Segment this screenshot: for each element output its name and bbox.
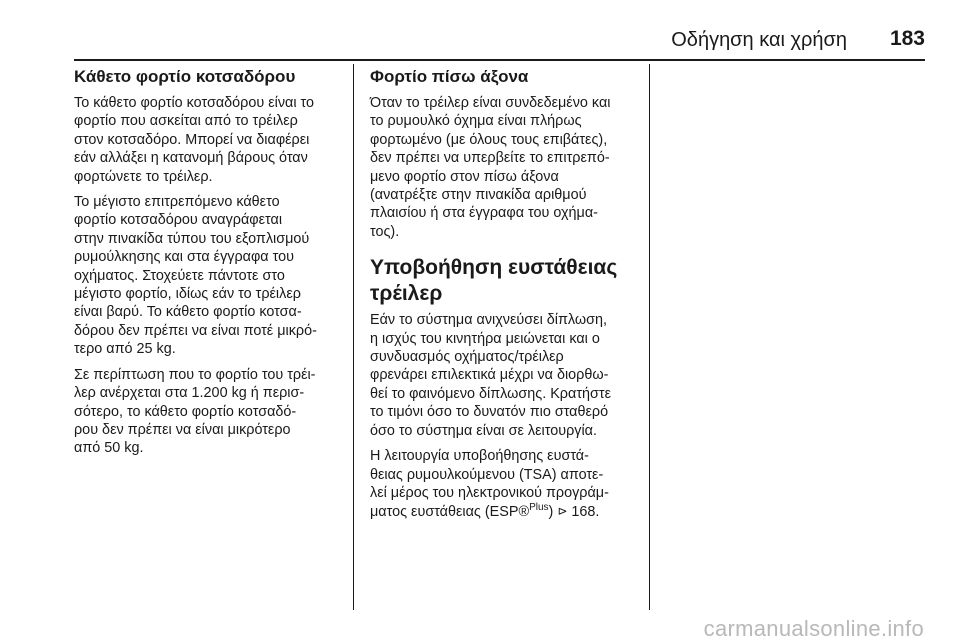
page-header xyxy=(74,24,925,62)
text-line: φορτώνετε το τρέιλερ. xyxy=(74,168,213,185)
header-rule xyxy=(74,59,925,61)
esp-plus-superscript: Plus xyxy=(529,502,549,514)
text-line: Όταν το τρέιλερ είναι συνδεδεμένο και xyxy=(370,95,611,111)
text-line: από 50 kg. xyxy=(74,440,144,457)
text-line: Η λειτουργία υποβοήθησης ευστά- xyxy=(370,448,589,465)
section-heading-trailer-stability-assist xyxy=(370,255,642,307)
text-line: λεί μέρος του ηλεκτρονικού προγράμ- xyxy=(370,484,609,501)
text-line: όσο το σύστημα είναι σε λειτουργία. xyxy=(370,422,597,439)
section-heading-rear-axle-load: Φορτίο πίσω άξονα xyxy=(370,67,529,86)
text-line: φρενάρει επιλεκτικά μέχρι να διορθω- xyxy=(370,367,609,384)
column-divider-right xyxy=(649,64,650,610)
heading-line: Υποβοήθηση ευστάθειας xyxy=(370,256,618,280)
middle-column xyxy=(370,66,642,529)
left-column xyxy=(74,66,346,465)
paragraph-vertical-load-definition xyxy=(74,94,346,186)
paragraph-rear-axle-load xyxy=(370,94,642,241)
text-line: το τιμόνι όσο το δυνατόν πιο σταθερό xyxy=(370,404,609,421)
text-line: φορτωμένο (με όλους τους επιβάτες), xyxy=(370,131,608,148)
text-line: εάν αλλάξει η κατανομή βάρους όταν xyxy=(74,150,308,167)
text-line: Εάν το σύστημα ανιχνεύσει δίπλωση, xyxy=(370,312,607,329)
text-line: τος). xyxy=(370,223,400,240)
section-heading-vertical-load: Κάθετο φορτίο κοτσαδόρου xyxy=(74,67,296,86)
text-line: Το κάθετο φορτίο κοτσαδόρου είναι το xyxy=(74,95,315,111)
page-reference-link[interactable]: 168. xyxy=(567,504,600,521)
text-line: τερο από 25 kg. xyxy=(74,341,176,358)
paragraph-heavy-trailer-load xyxy=(74,366,346,458)
text-line: θειας ρυμουλκούμενου (TSA) αποτε- xyxy=(370,466,604,483)
text-line: (ανατρέξτε στην πινακίδα αριθμού xyxy=(370,187,587,204)
watermark: carmanualsonline.info xyxy=(703,616,924,641)
text-line: το ρυμουλκό όχημα είναι πλήρως xyxy=(370,113,582,130)
text-line: πλαισίου ή στα έγγραφα του οχήμα- xyxy=(370,205,598,222)
text-line: δόρου δεν πρέπει να είναι ποτέ μικρό- xyxy=(74,322,317,339)
text-line: Σε περίπτωση που το φορτίο του τρέι- xyxy=(74,366,316,383)
text-line: θεί το φαινόμενο δίπλωσης. Κρατήστε xyxy=(370,385,611,402)
text-line: μέγιστο φορτίο, ιδίως εάν το τρέιλερ xyxy=(74,286,301,303)
text-line: σότερο, το κάθετο φορτίο κοτσαδό- xyxy=(74,403,297,420)
text-line: φορτίο που ασκείται από το τρέιλερ xyxy=(74,113,298,130)
text-line: ρυμούλκησης και στα έγγραφα του xyxy=(74,249,294,266)
text-line: συνδυασμός οχήματος/τρέιλερ xyxy=(370,349,564,366)
header-title: Οδήγηση και χρήση xyxy=(671,29,847,51)
paragraph-jackknife-detection xyxy=(370,311,642,440)
page-number: 183 xyxy=(889,27,925,50)
text-line: στην πινακίδα τύπου του εξοπλισμού xyxy=(74,230,310,247)
column-divider-left xyxy=(353,64,354,610)
text-fragment: ) xyxy=(548,504,558,521)
text-line: οχήματος. Στοχεύετε πάντοτε στο xyxy=(74,267,285,284)
text-line: δεν πρέπει να υπερβείτε το επιτρεπό- xyxy=(370,150,610,167)
text-line: ματος ευστάθειας (ESP® xyxy=(370,504,530,521)
text-line: φορτίο κοτσαδόρου αναγράφεται xyxy=(74,212,283,229)
text-line: ρου δεν πρέπει να είναι μικρότερο xyxy=(74,421,291,438)
text-line: στον κοτσαδόρο. Μπορεί να διαφέρει xyxy=(74,131,310,148)
paragraph-max-vertical-load xyxy=(74,193,346,359)
text-line: λερ ανέρχεται στα 1.200 kg ή περισ- xyxy=(74,385,305,402)
text-line: μενο φορτίο στον πίσω άξονα xyxy=(370,168,559,185)
text-line: Το μέγιστο επιτρεπόμενο κάθετο xyxy=(74,194,280,211)
text-line: η ισχύς του κινητήρα μειώνεται και ο xyxy=(370,330,600,347)
text-line: είναι βαρύ. Το κάθετο φορτίο κοτσα- xyxy=(74,304,302,321)
heading-line: τρέιλερ xyxy=(370,282,443,306)
page-reference-arrow-icon: ⊳ xyxy=(557,504,568,519)
paragraph-tsa-esp xyxy=(370,447,642,522)
